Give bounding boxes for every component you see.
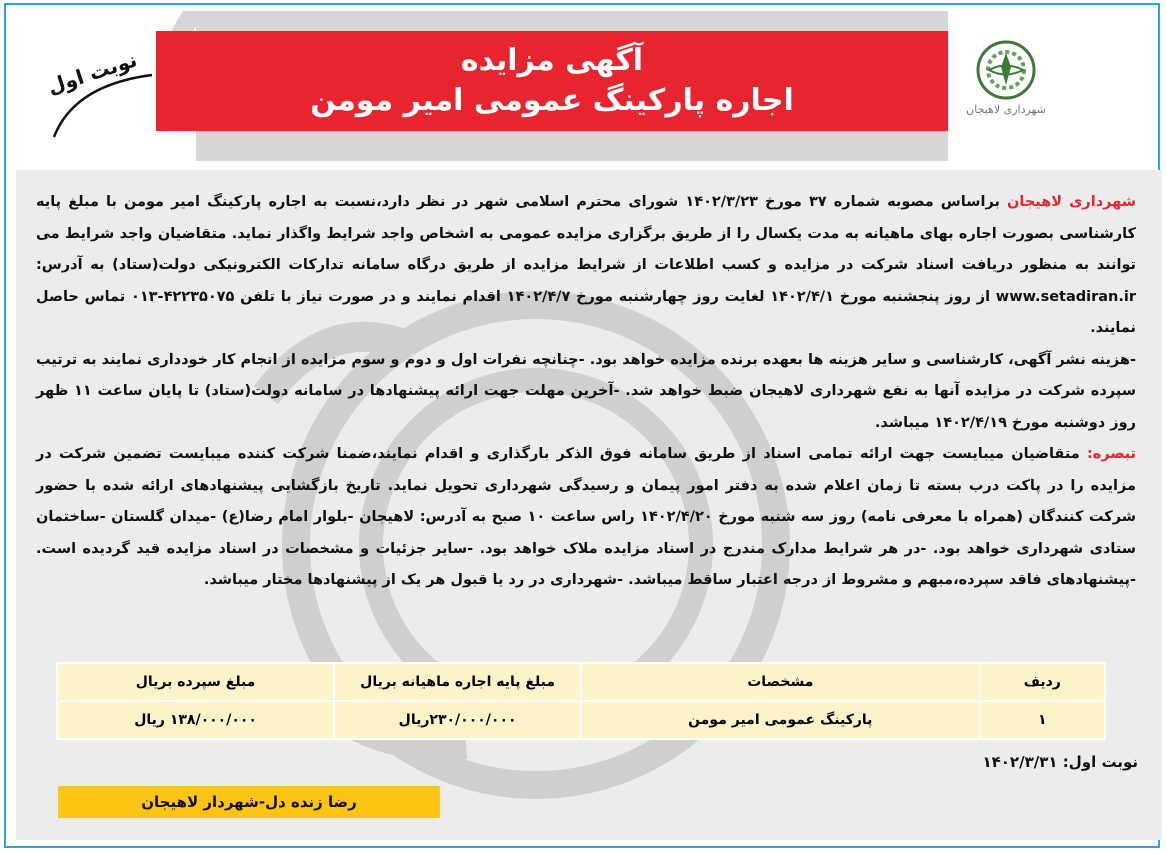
paragraph-3 bbox=[36, 439, 1136, 597]
col-header-deposit: مبلغ سپرده بریال bbox=[57, 663, 334, 701]
signature-bar: رضا زنده دل-شهردار لاهیجان bbox=[58, 786, 440, 818]
emblem-icon bbox=[975, 39, 1037, 101]
title-line-1: آگهی مزایده bbox=[460, 43, 644, 78]
municipality-logo bbox=[956, 27, 1056, 127]
p1-text-a: براساس مصوبه شماره ۳۷ مورخ ۱۴۰۲/۳/۲۳ شورای محترم اسلامی شهر در نظر دارد،نسبت به اجاره پارکینگ امیر مومن با مبلغ پایه کارشناسی بصورت اجاره بهای ماهیانه به مدت یکسال را از طریق برگزاری مزایده عمومی به اشخاص واجد شرایط واگذار نماید. متقاضیان واجد شرایط می توانند به منظور دریافت اسناد شرکت در مزایده و کسب اطلاعات از شرایط مزایده از طریق درگاه سامانه تدارکات الکترونیکی دولت(ستاد) به آدرس: bbox=[36, 194, 1136, 273]
title-line-2: اجاره پارکینگ عمومی امیر مومن bbox=[310, 83, 794, 118]
ad-body bbox=[36, 187, 1136, 597]
auction-table bbox=[56, 662, 1106, 740]
paragraph-1 bbox=[36, 187, 1136, 345]
col-header-row: ردیف bbox=[980, 663, 1105, 701]
first-notice-date: نوبت اول: ۱۴۰۲/۳/۳۱ bbox=[982, 753, 1138, 771]
municipality-name: شهرداری لاهیجان bbox=[1007, 194, 1137, 210]
table-header-row bbox=[57, 663, 1105, 701]
table-row bbox=[57, 701, 1105, 739]
stamp-text: نوبت اول bbox=[44, 47, 140, 99]
ad-frame bbox=[4, 3, 1160, 848]
cell-spec: پارکینگ عمومی امیر مومن bbox=[581, 701, 980, 739]
col-header-spec: مشخصات bbox=[581, 663, 980, 701]
cell-base-price: ۲۳۰/۰۰۰/۰۰۰ریال bbox=[334, 701, 581, 739]
cell-deposit: ۱۳۸/۰۰۰/۰۰۰ ریال bbox=[57, 701, 334, 739]
p1-text-b: از روز پنجشنبه مورخ ۱۴۰۲/۴/۱ لغایت روز چهارشنبه مورخ ۱۴۰۲/۴/۷ اقدام نمایند و در صورت نیاز با تلفن ۴۲۲۳۵۰۷۵-۰۱۳ تماس حاصل نمایند. bbox=[36, 288, 1136, 336]
col-header-base: مبلغ پایه اجاره ماهیانه بریال bbox=[334, 663, 581, 701]
cell-row-number: ۱ bbox=[980, 701, 1105, 739]
title-banner bbox=[156, 31, 948, 131]
paragraph-2: -هزینه نشر آگهی، کارشناسی و سایر هزینه ها بعهده برنده مزایده خواهد بود. -چنانچه نفرات اول و دوم و سوم مزایده از انجام کار خودداری نمایند به ترتیب سپرده شرکت در مزایده آنها به نفع شهرداری لاهیجان ضبط خواهد شد. -آخرین مهلت جهت ارائه پیشنهادها در سامانه دولت(ستاد) تا پایان ساعت ۱۱ ظهر روز دوشنبه مورخ ۱۴۰۲/۴/۱۹ میباشد. bbox=[36, 351, 1136, 431]
p3-text: متقاضیان میبایست جهت ارائه تمامی اسناد از طریق سامانه فوق الذکر بارگذاری و اقدام نمایند،ضمنا شرکت کننده میبایست تضمین شرکت در مزایده را در پاکت درب بسته تا زمان اعلام شده به دفتر امور پیمان و رسیدگی شهرداری تحویل نماید. تاریخ بازگشایی پیشنهادهای ارائه شده با حضور شرکت کنندگان (همراه با معرفی نامه) روز سه شنبه مورخ ۱۴۰۲/۴/۲۰ راس ساعت ۱۰ صبح به آدرس: لاهیجان -بلوار امام رضا(ع) -میدان گلستان -ساختمان ستادی شهرداری خواهد بود. -در هر شرایط مدارک مندرج در اسناد مزایده ملاک خواهد بود. -سایر جزئیات و مشخصات در اسناد مزایده قید گردیده است. -پیشنهادهای فاقد سپرده،مبهم و مشروط از درجه اعتبار ساقط میباشد. -شهرداری در رد یا قبول هر یک از پیشنهادها مختار میباشد. bbox=[36, 446, 1136, 588]
logo-caption: شهرداری لاهیجان bbox=[966, 102, 1046, 116]
setad-url-link[interactable]: www.setadiran.ir bbox=[995, 288, 1136, 305]
note-label: تبصره: bbox=[1086, 446, 1136, 462]
